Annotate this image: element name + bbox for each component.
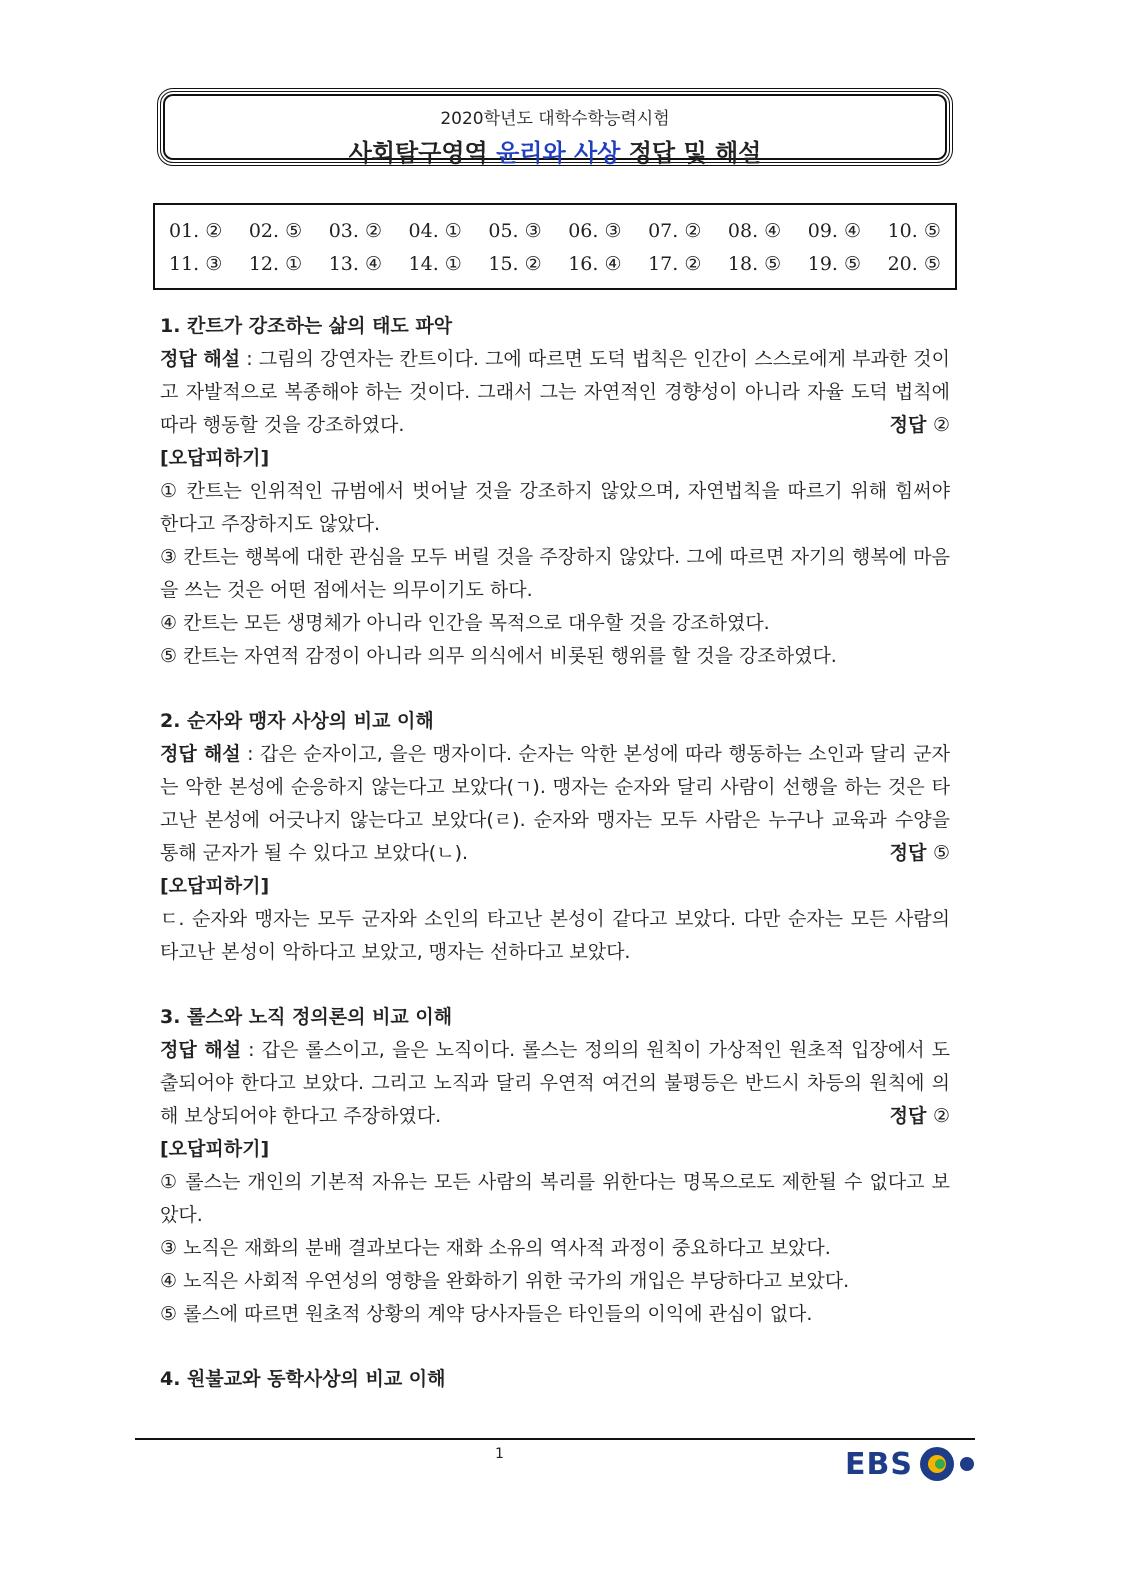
answer-row-2: [169, 248, 941, 281]
section-1: [160, 310, 950, 673]
exam-year-line: 2020학년도 대학수학능력시험: [440, 109, 670, 129]
section-title: 1. 칸트가 강조하는 삶의 태도 파악: [160, 315, 453, 337]
answer-word: 정답: [889, 842, 927, 864]
title-prefix: 사회탐구영역: [348, 139, 497, 167]
answer-item: 02. ⑤: [248, 220, 303, 242]
page-number: 1: [495, 1446, 504, 1462]
answer-item: 17. ②: [648, 253, 702, 275]
correct-answer: [890, 1100, 950, 1133]
answer-symbol: ⑤: [932, 842, 950, 864]
wrong-answer-item: ⑤ 칸트는 자연적 감정이 아니라 의무 의식에서 비롯된 행위를 할 것을 강조하였다.: [160, 645, 837, 667]
section-3: [160, 1001, 950, 1331]
explanation-text: : 갑은 순자이고, 을은 맹자이다. 순자는 악한 본성에 따라 행동하는 소인과 달리 군자는 악한 본성에 순응하지 않는다고 보았다(ㄱ). 맹자는 순자와 달리 사람이 선행을 하는 것은 타고난 본성에 어긋나지 않는다고 보았다(ㄹ). 순자와 맹자는 모두 사람은 누구나 교육과 수양을 통해 군자가 될 수 있다고 보았다(ㄴ).: [160, 743, 951, 864]
answer-item: 10. ⑤: [887, 220, 941, 242]
explanation-text: : 그림의 강연자는 칸트이다. 그에 따르면 도덕 법칙은 인간이 스스로에게 부과한 것이고 자발적으로 복종해야 하는 것이다. 그래서 그는 자연적인 경향성이 아니라 자율 도덕 법칙에 따라 행동할 것을 강조하였다.: [160, 348, 950, 436]
wrong-answer-item: ① 롤스는 개인의 기본적 자유는 모든 사람의 복리를 위한다는 명목으로도 제한될 수 없다고 보았다.: [160, 1171, 950, 1226]
wrong-answer-item: ① 칸트는 인위적인 규범에서 벗어날 것을 강조하지 않았으며, 자연법칙을 따르기 위해 힘써야 한다고 주장하지도 않았다.: [160, 480, 950, 535]
answer-item: 19. ⑤: [807, 253, 862, 275]
wrong-answer-item: ㄷ. 순자와 맹자는 모두 군자와 소인의 타고난 본성이 같다고 보았다. 다만 순자는 모든 사람의 타고난 본성이 악하다고 보았고, 맹자는 선하다고 보았다.: [160, 908, 950, 963]
answer-item: 13. ④: [328, 253, 382, 275]
explanation-paragraph: [160, 738, 950, 870]
explanation-paragraph: [160, 343, 950, 442]
wrong-answer-heading: [오답피하기]: [160, 1138, 270, 1160]
correct-answer: [890, 409, 950, 442]
footer-divider: [135, 1438, 975, 1440]
answer-item: 14. ①: [408, 253, 462, 275]
wrong-answer-heading: [오답피하기]: [160, 875, 270, 897]
wrong-answer-item: ③ 노직은 재화의 분배 결과보다는 재화 소유의 역사적 과정이 중요하다고 보았다.: [160, 1237, 831, 1259]
answer-word: 정답: [889, 414, 927, 436]
answer-row-1: [169, 215, 941, 248]
section-title: 2. 순자와 맹자 사상의 비교 이해: [160, 710, 434, 732]
answer-item: 04. ①: [408, 220, 462, 242]
answer-item: 06. ③: [568, 220, 622, 242]
answer-item: 08. ④: [727, 220, 782, 242]
explanation-label: 정답 해설: [160, 1039, 242, 1061]
answer-item: 01. ②: [169, 220, 223, 242]
section-2: [160, 705, 950, 969]
answer-item: 12. ①: [248, 253, 303, 275]
title-subject: 윤리와 사상: [496, 139, 621, 167]
ebs-logo: [845, 1444, 981, 1484]
answer-symbol: ②: [932, 414, 950, 436]
answer-item: 15. ②: [488, 253, 542, 275]
ebs-logo-text: EBS: [845, 1446, 913, 1482]
answer-item: 16. ④: [568, 253, 622, 275]
page-title: [161, 133, 949, 168]
wrong-answer-item: ③ 칸트는 행복에 대한 관심을 모두 버릴 것을 주장하지 않았다. 그에 따르면 자기의 행복에 마음을 쓰는 것은 어떤 점에서는 의무이기도 하다.: [160, 546, 950, 601]
answer-item: 09. ④: [807, 220, 862, 242]
title-suffix: 정답 및 해설: [620, 139, 762, 167]
explanation-paragraph: [160, 1034, 950, 1133]
content: [160, 310, 950, 1396]
ebs-logo-mark-icon: [917, 1444, 981, 1484]
explanation-text: : 갑은 롤스이고, 을은 노직이다. 롤스는 정의의 원칙이 가상적인 원초적 입장에서 도출되어야 한다고 보았다. 그리고 노직과 달리 우연적 여건의 불평등은 반드시 차등의 원칙에 의해 보상되어야 한다고 주장하였다.: [160, 1039, 951, 1127]
answer-item: 05. ③: [488, 220, 542, 242]
title-box: [157, 88, 953, 166]
answer-symbol: ②: [932, 1105, 950, 1127]
wrong-answer-heading: [오답피하기]: [160, 447, 270, 469]
wrong-answer-item: ⑤ 롤스에 따르면 원초적 상황의 계약 당사자들은 타인들의 이익에 관심이 없다.: [160, 1303, 813, 1325]
wrong-answer-item: ④ 칸트는 모든 생명체가 아니라 인간을 목적으로 대우할 것을 강조하였다.: [160, 612, 770, 634]
answer-item: 18. ⑤: [727, 253, 782, 275]
answer-item: 03. ②: [328, 220, 382, 242]
next-section-title: 4. 원불교와 동학사상의 비교 이해: [160, 1368, 446, 1390]
explanation-label: 정답 해설: [160, 743, 241, 765]
answer-item: 07. ②: [648, 220, 702, 242]
section-title: 3. 롤스와 노직 정의론의 비교 이해: [160, 1006, 453, 1028]
answer-item: 20. ⑤: [887, 253, 941, 275]
explanation-label: 정답 해설: [160, 348, 241, 370]
wrong-answer-item: ④ 노직은 사회적 우연성의 영향을 완화하기 위한 국가의 개입은 부당하다고 보았다.: [160, 1270, 850, 1292]
answer-key-box: [153, 203, 957, 290]
answer-word: 정답: [889, 1105, 927, 1127]
correct-answer: [890, 837, 950, 870]
answer-item: 11. ③: [169, 253, 223, 275]
